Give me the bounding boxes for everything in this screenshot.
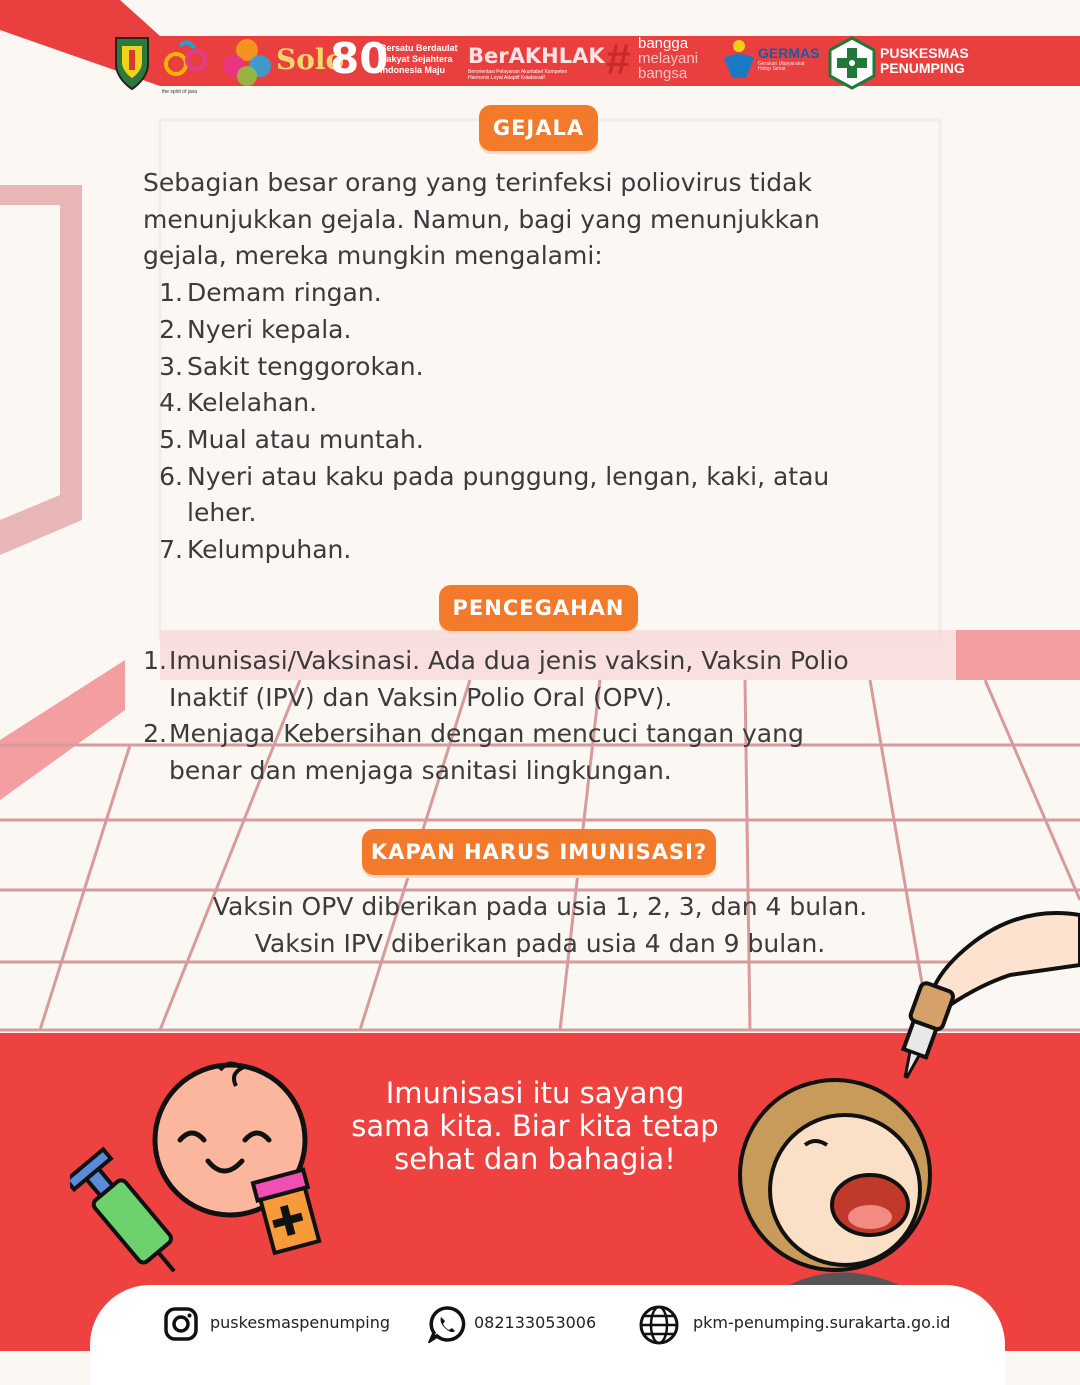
list-item-text: Kelumpuhan. <box>187 535 352 565</box>
flower-logo-icon <box>222 38 272 88</box>
list-item-text: Menjaga Kebersihan dengan mencuci tangan yang <box>169 719 804 749</box>
kapan-opv-line: Vaksin OPV diberikan pada usia 1, 2, 3, dan 4 bulan. <box>212 892 868 921</box>
pencegahan-title-badge <box>439 585 638 631</box>
list-item-text: Sakit tenggorokan. <box>187 351 424 381</box>
slogan-text <box>300 1077 770 1176</box>
germas-tagline-line-2: Hidup Sehat <box>758 66 786 72</box>
list-item <box>159 275 903 312</box>
bangga-line-3: bangsa <box>638 65 688 82</box>
list-item-text: Kelelahan. <box>187 388 318 418</box>
slogan-line-1: Imunisasi itu sayang <box>385 1076 685 1110</box>
whatsapp-icon <box>428 1305 466 1343</box>
list-item-number: 3. <box>159 351 183 381</box>
website-url[interactable]: pkm-penumping.surakarta.go.id <box>693 1313 951 1332</box>
gejala-title-badge <box>479 105 598 151</box>
list-item-number: 2. <box>159 314 183 344</box>
anniversary-line-2: Rakyat Sejahtera <box>380 54 453 64</box>
solo-tagline: the spirit of java <box>162 89 198 95</box>
list-item <box>159 459 903 532</box>
bangga-line-2: melayani <box>638 50 699 67</box>
bangga-line-1: bangga <box>638 35 689 52</box>
gejala-intro-line-1: Sebagian besar orang yang terinfeksi poliovirus tidak <box>143 168 812 197</box>
list-item-number: 4. <box>159 388 183 418</box>
header-logos <box>110 32 1080 94</box>
list-item-text-continued: leher. <box>187 498 257 528</box>
gejala-intro-line-3: gejala, mereka mungkin mengalami: <box>143 241 603 271</box>
kapan-ipv-line: Vaksin IPV diberikan pada usia 4 dan 9 bulan. <box>254 928 826 958</box>
hashtag-icon: # <box>606 35 631 84</box>
pencegahan-list <box>143 643 929 790</box>
whatsapp-number[interactable]: 082133053006 <box>474 1313 597 1332</box>
list-item-number: 1. <box>143 646 167 675</box>
solo-logo <box>162 38 212 95</box>
puskesmas-name <box>880 46 969 75</box>
list-item-text: Mual atau muntah. <box>187 424 424 454</box>
list-item-text: Imunisasi/Vaksinasi. Ada dua jenis vaksin, Vaksin Polio <box>169 646 849 675</box>
list-item-number: 2. <box>143 719 167 749</box>
gejala-section <box>143 165 903 569</box>
list-item <box>143 643 929 716</box>
anniversary-tagline <box>380 44 458 75</box>
list-item-text: Nyeri kepala. <box>187 314 352 344</box>
germas-figure-icon <box>722 38 756 82</box>
list-item <box>159 385 903 422</box>
bangga-melayani-logo <box>638 36 698 81</box>
list-item <box>159 312 903 349</box>
list-item-number: 7. <box>159 535 183 565</box>
germas-tagline <box>758 62 804 72</box>
list-item-number: 1. <box>159 278 183 308</box>
list-item-number: 5. <box>159 424 183 454</box>
child-oral-vaccine-illustration <box>720 905 1080 1290</box>
list-item-text-continued: Inaktif (IPV) dan Vaksin Polio Oral (OPV). <box>169 682 673 712</box>
gejala-title: GEJALA <box>492 116 585 140</box>
germas-tagline-line-1: Gerakan Masyarakat <box>758 61 805 67</box>
gejala-intro-line-2: menunjukkan gejala. Namun, bagi yang menunjukkan <box>143 204 820 234</box>
list-item <box>159 422 903 459</box>
surakarta-crest-icon <box>112 34 152 92</box>
list-item-text: Demam ringan. <box>187 278 382 308</box>
slogan-line-3: sehat dan bahagia! <box>394 1142 676 1176</box>
gejala-symptom-list <box>159 275 903 569</box>
solo-name-logo: Solo <box>276 43 345 76</box>
puskesmas-line-2: PENUMPING <box>880 60 965 76</box>
kapan-title-badge <box>362 829 716 875</box>
instagram-handle[interactable]: puskesmaspenumping <box>210 1313 390 1332</box>
list-item-number: 6. <box>159 461 183 491</box>
berakhlak-values <box>468 70 567 81</box>
anniversary-line-1: Bersatu Berdaulat <box>380 43 458 53</box>
footer-website[interactable] <box>638 1304 958 1344</box>
footer-instagram[interactable] <box>163 1304 393 1344</box>
pencegahan-title: PENCEGAHAN <box>452 596 625 620</box>
puskesmas-line-1: PUSKESMAS <box>880 45 969 61</box>
list-item-text-continued: benar dan menjaga sanitasi lingkungan. <box>169 756 672 786</box>
list-item <box>143 716 929 789</box>
germas-logo: GERMAS <box>758 45 820 61</box>
anniversary-80-logo: 80 <box>330 34 389 83</box>
list-item-text: Nyeri atau kaku pada punggung, lengan, kaki, atau <box>187 461 830 491</box>
list-item <box>159 349 903 386</box>
pencegahan-section <box>143 643 929 790</box>
globe-icon <box>638 1304 680 1346</box>
kapan-title: KAPAN HARUS IMUNISASI? <box>370 840 708 864</box>
berakhlak-logo: BerAKHLAK <box>468 44 605 68</box>
berakhlak-values-line-2: Harmonis Loyal Adaptif Kolaboratif <box>468 75 545 81</box>
berakhlak-values-line-1: Berorientasi Pelayanan Akuntabel Kompeten <box>468 69 568 75</box>
anniversary-line-3: Indonesia Maju <box>380 65 446 75</box>
instagram-icon <box>163 1306 199 1342</box>
puskesmas-logo-icon <box>828 36 876 90</box>
list-item <box>159 532 903 569</box>
solo-swirl-icon <box>162 38 212 82</box>
footer-whatsapp[interactable] <box>428 1304 598 1344</box>
slogan-line-2: sama kita. Biar kita tetap <box>351 1109 719 1143</box>
